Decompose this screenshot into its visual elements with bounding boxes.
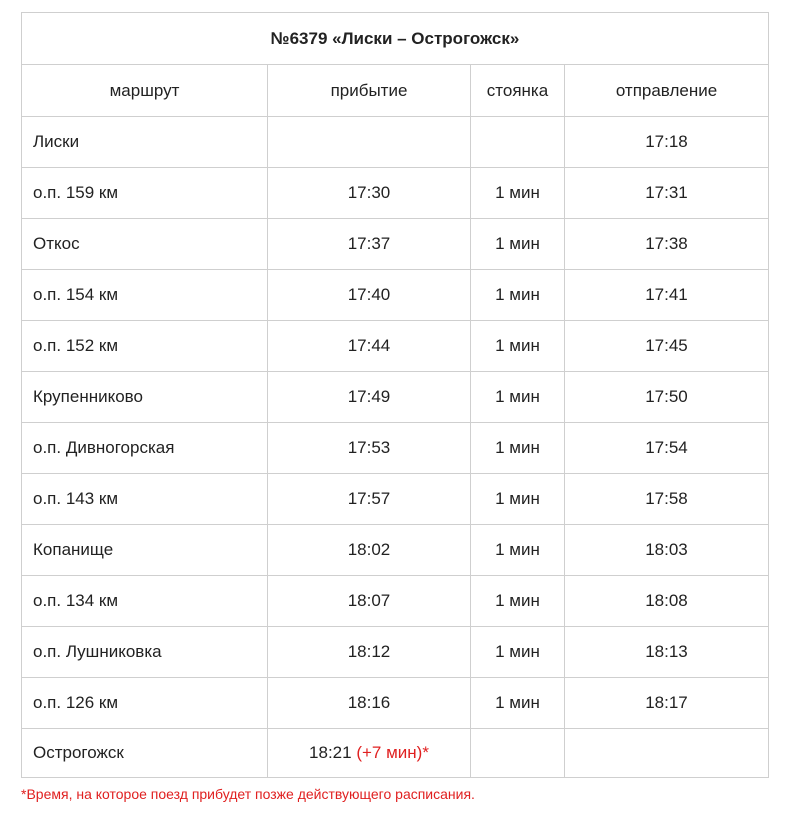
cell-stop: 1 мин — [471, 627, 565, 678]
table-title: №6379 «Лиски – Острогожск» — [22, 13, 769, 65]
cell-departure: 17:38 — [565, 219, 769, 270]
table-row — [22, 474, 769, 525]
arrival-time: 18:21 — [309, 743, 352, 762]
cell-departure: 18:08 — [565, 576, 769, 627]
cell-route: Острогожск — [22, 729, 268, 778]
cell-stop: 1 мин — [471, 423, 565, 474]
cell-departure: 17:50 — [565, 372, 769, 423]
cell-stop — [471, 729, 565, 778]
cell-arrival: 18:02 — [268, 525, 471, 576]
cell-route: Копанище — [22, 525, 268, 576]
cell-stop: 1 мин — [471, 168, 565, 219]
cell-route: о.п. 126 км — [22, 678, 268, 729]
table-row — [22, 423, 769, 474]
cell-departure: 18:17 — [565, 678, 769, 729]
delay-badge: (+7 мин)* — [356, 743, 429, 762]
cell-arrival: 17:57 — [268, 474, 471, 525]
column-header-arrival: прибытие — [268, 65, 471, 117]
cell-route: о.п. 152 км — [22, 321, 268, 372]
cell-arrival — [268, 729, 471, 778]
table-row — [22, 270, 769, 321]
cell-departure: 18:13 — [565, 627, 769, 678]
table-title-row — [22, 13, 769, 65]
table-body — [22, 117, 769, 778]
column-header-departure: отправление — [565, 65, 769, 117]
table-header-row — [22, 65, 769, 117]
cell-route: о.п. 154 км — [22, 270, 268, 321]
cell-departure: 17:45 — [565, 321, 769, 372]
cell-stop: 1 мин — [471, 678, 565, 729]
cell-route: Лиски — [22, 117, 268, 168]
cell-arrival — [268, 117, 471, 168]
table-row — [22, 678, 769, 729]
table-row — [22, 372, 769, 423]
column-header-stop: стоянка — [471, 65, 565, 117]
cell-departure: 17:41 — [565, 270, 769, 321]
cell-route: о.п. 143 км — [22, 474, 268, 525]
cell-stop: 1 мин — [471, 270, 565, 321]
cell-route: о.п. Дивногорская — [22, 423, 268, 474]
table-row — [22, 729, 769, 778]
cell-arrival: 17:30 — [268, 168, 471, 219]
cell-route: о.п. 134 км — [22, 576, 268, 627]
cell-arrival: 17:44 — [268, 321, 471, 372]
cell-arrival: 18:07 — [268, 576, 471, 627]
cell-arrival: 17:40 — [268, 270, 471, 321]
cell-departure — [565, 729, 769, 778]
cell-route: Откос — [22, 219, 268, 270]
table-row — [22, 219, 769, 270]
cell-arrival: 18:12 — [268, 627, 471, 678]
cell-stop: 1 мин — [471, 474, 565, 525]
cell-arrival: 17:49 — [268, 372, 471, 423]
cell-arrival: 18:16 — [268, 678, 471, 729]
cell-stop: 1 мин — [471, 372, 565, 423]
table-row — [22, 168, 769, 219]
cell-stop — [471, 117, 565, 168]
cell-departure: 17:18 — [565, 117, 769, 168]
cell-route: Крупенниково — [22, 372, 268, 423]
cell-arrival: 17:53 — [268, 423, 471, 474]
cell-departure: 17:31 — [565, 168, 769, 219]
table-row — [22, 117, 769, 168]
table-row — [22, 321, 769, 372]
column-header-route: маршрут — [22, 65, 268, 117]
cell-stop: 1 мин — [471, 576, 565, 627]
table-row — [22, 576, 769, 627]
cell-stop: 1 мин — [471, 219, 565, 270]
table-row — [22, 525, 769, 576]
footnote: *Время, на которое поезд прибудет позже действующего расписания. — [21, 786, 475, 802]
cell-arrival: 17:37 — [268, 219, 471, 270]
cell-stop: 1 мин — [471, 525, 565, 576]
schedule-table — [21, 12, 769, 778]
cell-route: о.п. Лушниковка — [22, 627, 268, 678]
cell-route: о.п. 159 км — [22, 168, 268, 219]
table-row — [22, 627, 769, 678]
cell-departure: 17:58 — [565, 474, 769, 525]
cell-departure: 17:54 — [565, 423, 769, 474]
cell-departure: 18:03 — [565, 525, 769, 576]
cell-stop: 1 мин — [471, 321, 565, 372]
